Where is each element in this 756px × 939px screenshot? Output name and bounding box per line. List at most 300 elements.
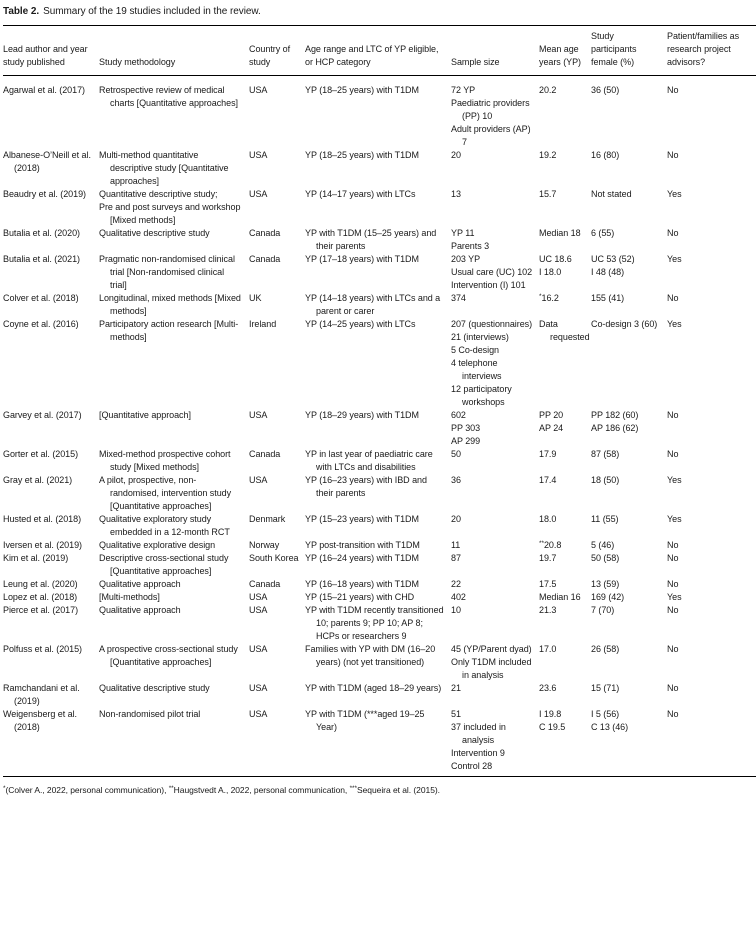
cell-age-range — [305, 227, 451, 253]
cell-mean-age — [539, 708, 591, 777]
text-line: UC 18.6 — [539, 254, 572, 264]
cell-author — [3, 539, 99, 552]
cell-mean-age — [539, 318, 591, 409]
cell-country — [249, 227, 305, 253]
study-row — [3, 448, 756, 474]
text-line: Yes — [667, 514, 682, 524]
text-line: 10 — [451, 605, 461, 615]
text-line: Qualitative explorative design — [99, 540, 216, 550]
cell-methodology — [99, 552, 249, 578]
cell-mean-age — [539, 253, 591, 292]
cell-female-pct — [591, 708, 667, 777]
cell-advisors — [667, 318, 756, 409]
cell-age-range — [305, 253, 451, 292]
text-line: YP 11 — [451, 228, 475, 238]
cell-sample-size — [451, 253, 539, 292]
cell-advisors — [667, 188, 756, 227]
text-line: YP with T1DM (15–25 years) and their parents — [305, 228, 437, 251]
text-line: PP 20 — [539, 410, 564, 420]
cell-author — [3, 448, 99, 474]
cell-author — [3, 682, 99, 708]
text-line: Coyne et al. (2016) — [3, 319, 79, 329]
cell-sample-size — [451, 318, 539, 409]
text-line: USA — [249, 410, 268, 420]
text-line: Butalia et al. (2021) — [3, 254, 80, 264]
text-line: A prospective cross-sectional study [Quantitative approaches] — [99, 644, 238, 667]
cell-sample-size — [451, 76, 539, 150]
text-line: USA — [249, 605, 268, 615]
cell-country — [249, 578, 305, 591]
text-line: 203 YP — [451, 254, 481, 264]
text-line: Descriptive cross-sectional study [Quantitative approaches] — [99, 553, 229, 576]
text-line: I 19.8 — [539, 709, 562, 719]
cell-female-pct — [591, 292, 667, 318]
text-line: YP (14–25 years) with LTCs — [305, 319, 416, 329]
cell-age-range — [305, 604, 451, 643]
cell-country — [249, 253, 305, 292]
text-line: Canada — [249, 449, 281, 459]
text-line: South Korea — [249, 553, 299, 563]
text-line: No — [667, 644, 679, 654]
text-line: AP 186 (62) — [591, 423, 639, 433]
cell-sample-size — [451, 591, 539, 604]
text-line: YP (15–23 years) with T1DM — [305, 514, 419, 524]
text-line: 87 (58) — [591, 449, 620, 459]
text-line: PP 182 (60) — [591, 410, 639, 420]
cell-sample-size — [451, 149, 539, 188]
text-line: Lopez et al. (2018) — [3, 592, 78, 602]
text-line: 21.3 — [539, 605, 557, 615]
text-line: No — [667, 540, 679, 550]
text-line: 21 — [451, 683, 461, 693]
study-row — [3, 253, 756, 292]
cell-methodology — [99, 708, 249, 777]
cell-female-pct — [591, 448, 667, 474]
cell-age-range — [305, 643, 451, 682]
cell-mean-age — [539, 409, 591, 448]
study-row — [3, 76, 756, 150]
text-line: YP (15–21 years) with CHD — [305, 592, 415, 602]
cell-country — [249, 539, 305, 552]
text-line: UC 53 (52) — [591, 254, 635, 264]
text-line: YP post-transition with T1DM — [305, 540, 420, 550]
cell-female-pct — [591, 318, 667, 409]
cell-mean-age — [539, 513, 591, 539]
cell-author — [3, 227, 99, 253]
text-line: Qualitative descriptive study — [99, 683, 210, 693]
text-line: 18 (50) — [591, 475, 620, 485]
text-line: Patient/families as research project advisors? — [667, 31, 740, 67]
text-line: Mixed-method prospective cohort study [Mixed methods] — [99, 449, 231, 472]
text-line: YP (16–24 years) with T1DM — [305, 553, 419, 563]
text-line: **20.8 — [539, 540, 562, 550]
cell-female-pct — [591, 591, 667, 604]
cell-sample-size — [451, 409, 539, 448]
text-line: 11 — [451, 540, 461, 550]
text-line: Yes — [667, 475, 682, 485]
text-line: Polfuss et al. (2015) — [3, 644, 82, 654]
cell-methodology — [99, 318, 249, 409]
cell-age-range — [305, 409, 451, 448]
cell-mean-age — [539, 539, 591, 552]
text-line: I 18.0 — [539, 267, 562, 277]
cell-advisors — [667, 409, 756, 448]
text-line: I 48 (48) — [591, 267, 625, 277]
text-line: Canada — [249, 254, 281, 264]
cell-female-pct — [591, 539, 667, 552]
text-line: 20 — [451, 150, 461, 160]
text-line: 36 — [451, 475, 461, 485]
cell-advisors — [667, 682, 756, 708]
cell-methodology — [99, 227, 249, 253]
text-line: Lead author and year study published — [3, 44, 88, 67]
text-line: Control 28 — [451, 761, 493, 771]
text-line: 20.2 — [539, 85, 557, 95]
text-line: 51 — [451, 709, 461, 719]
text-line: Parents 3 — [451, 241, 490, 251]
cell-country — [249, 76, 305, 150]
cell-methodology — [99, 409, 249, 448]
cell-advisors — [667, 513, 756, 539]
text-line: No — [667, 85, 679, 95]
footnote-marker: * — [3, 785, 6, 792]
cell-methodology — [99, 188, 249, 227]
cell-country — [249, 591, 305, 604]
text-line: 17.4 — [539, 475, 557, 485]
text-line: [Multi-methods] — [99, 592, 160, 602]
column-header-8 — [667, 26, 756, 76]
cell-female-pct — [591, 682, 667, 708]
cell-advisors — [667, 292, 756, 318]
study-row — [3, 292, 756, 318]
study-row — [3, 188, 756, 227]
cell-age-range — [305, 578, 451, 591]
text-line: 18.0 — [539, 514, 557, 524]
column-header-2 — [99, 26, 249, 76]
text-line: 36 (50) — [591, 85, 620, 95]
cell-age-range — [305, 708, 451, 777]
text-line: No — [667, 605, 679, 615]
cell-female-pct — [591, 474, 667, 513]
text-line: Denmark — [249, 514, 286, 524]
text-line: Butalia et al. (2020) — [3, 228, 80, 238]
cell-age-range — [305, 76, 451, 150]
cell-age-range — [305, 539, 451, 552]
cell-advisors — [667, 604, 756, 643]
text-line: 19.7 — [539, 553, 557, 563]
cell-country — [249, 292, 305, 318]
cell-sample-size — [451, 682, 539, 708]
table-footnote: *(Colver A., 2022, personal communication), **Haugstvedt A., 2022, personal communication, ***Sequeira et al. (2015). — [3, 785, 440, 795]
cell-sample-size — [451, 552, 539, 578]
cell-methodology — [99, 76, 249, 150]
cell-advisors — [667, 578, 756, 591]
cell-advisors — [667, 253, 756, 292]
cell-author — [3, 578, 99, 591]
text-line: YP with T1DM (aged 18–29 years) — [305, 683, 442, 693]
cell-mean-age — [539, 188, 591, 227]
text-line: USA — [249, 644, 268, 654]
text-line: Gray et al. (2021) — [3, 475, 73, 485]
text-line: 17.5 — [539, 579, 557, 589]
study-row — [3, 578, 756, 591]
text-line: No — [667, 150, 679, 160]
cell-sample-size — [451, 578, 539, 591]
study-row — [3, 682, 756, 708]
text-line: Pre and post surveys and workshop [Mixed methods] — [99, 202, 241, 225]
cell-mean-age — [539, 76, 591, 150]
text-line: YP (16–18 years) with T1DM — [305, 579, 419, 589]
text-line: 15 (71) — [591, 683, 620, 693]
cell-female-pct — [591, 253, 667, 292]
cell-sample-size — [451, 227, 539, 253]
cell-methodology — [99, 448, 249, 474]
text-line: Qualitative approach — [99, 579, 181, 589]
text-line: Leung et al. (2020) — [3, 579, 78, 589]
cell-female-pct — [591, 513, 667, 539]
cell-methodology — [99, 253, 249, 292]
text-line: 19.2 — [539, 150, 557, 160]
text-line: USA — [249, 709, 268, 719]
text-line: No — [667, 410, 679, 420]
cell-methodology — [99, 682, 249, 708]
cell-advisors — [667, 149, 756, 188]
text-line: Only T1DM included in analysis — [451, 657, 532, 680]
text-line: C 19.5 — [539, 722, 566, 732]
table-title — [3, 5, 754, 18]
text-line: *16.2 — [539, 293, 559, 303]
text-line: Albanese-O’Neill et al. (2018) — [3, 150, 91, 173]
text-line: Non-randomised pilot trial — [99, 709, 201, 719]
text-line: [Quantitative approach] — [99, 410, 191, 420]
cell-methodology — [99, 591, 249, 604]
text-line: USA — [249, 85, 268, 95]
text-line: Canada — [249, 579, 281, 589]
cell-age-range — [305, 591, 451, 604]
cell-female-pct — [591, 578, 667, 591]
text-line: Study participants female (%) — [591, 31, 637, 67]
cell-age-range — [305, 448, 451, 474]
text-line: 37 included in analysis — [451, 722, 506, 745]
study-row — [3, 539, 756, 552]
cell-author — [3, 552, 99, 578]
cell-author — [3, 253, 99, 292]
footnote-marker: * — [539, 293, 542, 300]
study-row — [3, 409, 756, 448]
text-line: A pilot, prospective, non-randomised, intervention study [Quantitative approaches] — [99, 475, 232, 511]
text-line: Qualitative approach — [99, 605, 181, 615]
text-line: No — [667, 683, 679, 693]
text-line: YP (17–18 years) with T1DM — [305, 254, 419, 264]
text-line: Yes — [667, 254, 682, 264]
text-line: Pierce et al. (2017) — [3, 605, 79, 615]
cell-author — [3, 318, 99, 409]
text-line: Yes — [667, 592, 682, 602]
cell-country — [249, 552, 305, 578]
cell-sample-size — [451, 513, 539, 539]
text-line: No — [667, 579, 679, 589]
text-line: 17.9 — [539, 449, 557, 459]
text-line: YP (14–17 years) with LTCs — [305, 189, 416, 199]
cell-mean-age — [539, 149, 591, 188]
table-number-label: Table 2. — [3, 6, 40, 17]
text-line: PP 303 — [451, 423, 481, 433]
text-line: AP 24 — [539, 423, 564, 433]
cell-country — [249, 708, 305, 777]
text-line: USA — [249, 683, 268, 693]
text-line: 23.6 — [539, 683, 557, 693]
study-row — [3, 513, 756, 539]
cell-female-pct — [591, 552, 667, 578]
text-line: 15.7 — [539, 189, 557, 199]
text-line: No — [667, 449, 679, 459]
text-line: Canada — [249, 228, 281, 238]
text-line: Usual care (UC) 102 — [451, 267, 533, 277]
cell-country — [249, 682, 305, 708]
text-line: 26 (58) — [591, 644, 620, 654]
text-line: 602 — [451, 410, 466, 420]
cell-country — [249, 474, 305, 513]
cell-author — [3, 708, 99, 777]
cell-methodology — [99, 149, 249, 188]
cell-sample-size — [451, 474, 539, 513]
cell-mean-age — [539, 552, 591, 578]
cell-advisors — [667, 227, 756, 253]
cell-mean-age — [539, 227, 591, 253]
text-line: Qualitative descriptive study — [99, 228, 210, 238]
cell-sample-size — [451, 292, 542, 318]
column-header-4 — [305, 26, 451, 76]
cell-age-range — [305, 149, 451, 188]
cell-advisors — [667, 552, 756, 578]
cell-mean-age — [539, 604, 591, 643]
cell-mean-age — [539, 591, 591, 604]
text-line: Paediatric providers (PP) 10 — [451, 98, 530, 121]
cell-mean-age — [539, 292, 591, 318]
cell-sample-size — [451, 539, 539, 552]
cell-country — [249, 643, 305, 682]
cell-age-range — [305, 513, 451, 539]
study-row — [3, 604, 756, 643]
text-line: Yes — [667, 189, 682, 199]
text-line: Not stated — [591, 189, 632, 199]
cell-female-pct — [591, 604, 667, 643]
text-line: YP in last year of paediatric care with LTCs and disabilities — [305, 449, 433, 472]
text-line: Beaudry et al. (2019) — [3, 189, 87, 199]
study-row — [3, 474, 756, 513]
text-line: 169 (42) — [591, 592, 625, 602]
text-line: YP with T1DM (***aged 19–25 Year) — [305, 709, 425, 732]
text-line: 4 telephone interviews — [451, 358, 502, 381]
cell-author — [3, 591, 99, 604]
cell-country — [249, 318, 305, 409]
cell-advisors — [667, 76, 756, 150]
text-line: 17.0 — [539, 644, 557, 654]
text-line: 374 — [451, 293, 466, 303]
table-body — [3, 76, 756, 777]
text-line: 16 (80) — [591, 150, 620, 160]
table-head — [3, 26, 756, 76]
table-caption-text: Summary of the 19 studies included in the review. — [43, 6, 261, 17]
text-line: 402 — [451, 592, 466, 602]
footnote-marker: ** — [539, 540, 544, 547]
cell-methodology — [99, 578, 249, 591]
text-line: Sample size — [451, 57, 500, 67]
text-line: No — [667, 228, 679, 238]
text-line: USA — [249, 475, 268, 485]
text-line: 6 (55) — [591, 228, 615, 238]
text-line: 87 — [451, 553, 461, 563]
text-line: 12 participatory workshops — [451, 384, 512, 407]
cell-author — [3, 149, 99, 188]
text-line: Longitudinal, mixed methods [Mixed methods] — [99, 293, 241, 316]
cell-age-range — [305, 552, 451, 578]
text-line: 21 (interviews) — [451, 332, 509, 342]
text-line: Pragmatic non-randomised clinical trial [Non-randomised clinical trial] — [99, 254, 235, 290]
cell-advisors — [667, 591, 756, 604]
cell-author — [3, 474, 99, 513]
cell-methodology — [99, 539, 249, 552]
cell-author — [3, 409, 99, 448]
cell-sample-size — [451, 188, 539, 227]
cell-female-pct — [591, 188, 667, 227]
text-line: Agarwal et al. (2017) — [3, 85, 85, 95]
cell-age-range — [305, 292, 451, 318]
text-line: YP with T1DM recently transitioned 10; parents 9; PP 10; AP 8; HCPs or researchers 9 — [305, 605, 444, 641]
text-line: Intervention (I) 101 — [451, 280, 526, 290]
text-line: YP (18–25 years) with T1DM — [305, 85, 419, 95]
text-line: C 13 (46) — [591, 722, 629, 732]
cell-country — [249, 188, 305, 227]
study-row — [3, 708, 756, 777]
text-line: Kim et al. (2019) — [3, 553, 69, 563]
study-row — [3, 643, 756, 682]
cell-female-pct — [591, 409, 667, 448]
cell-sample-size — [451, 604, 539, 643]
cell-advisors — [667, 539, 756, 552]
text-line: No — [667, 553, 679, 563]
text-line: I 5 (56) — [591, 709, 620, 719]
text-line: Adult providers (AP) 7 — [451, 124, 531, 147]
text-line: Ramchandani et al. (2019) — [3, 683, 80, 706]
column-header-1 — [3, 26, 99, 76]
cell-advisors — [667, 448, 756, 474]
study-row — [3, 318, 756, 409]
column-header-7 — [591, 26, 667, 76]
text-line: 20 — [451, 514, 461, 524]
text-line: Participatory action research [Multi-methods] — [99, 319, 239, 342]
text-line: 13 (59) — [591, 579, 620, 589]
study-row — [3, 591, 756, 604]
text-line: 50 (58) — [591, 553, 620, 563]
study-row — [3, 227, 756, 253]
text-line: YP (14–18 years) with LTCs and a parent or carer — [305, 293, 441, 316]
cell-mean-age — [539, 448, 591, 474]
text-line: USA — [249, 592, 268, 602]
cell-author — [3, 76, 99, 150]
text-line: 7 (70) — [591, 605, 615, 615]
text-line: 155 (41) — [591, 293, 625, 303]
text-line: USA — [249, 150, 268, 160]
cell-female-pct — [591, 76, 667, 150]
cell-methodology — [99, 604, 249, 643]
cell-author — [3, 643, 99, 682]
study-row — [3, 149, 756, 188]
text-line: Mean age years (YP) — [539, 44, 582, 67]
text-line: 45 (YP/Parent dyad) — [451, 644, 532, 654]
cell-mean-age — [539, 578, 591, 591]
text-line: Yes — [667, 319, 682, 329]
